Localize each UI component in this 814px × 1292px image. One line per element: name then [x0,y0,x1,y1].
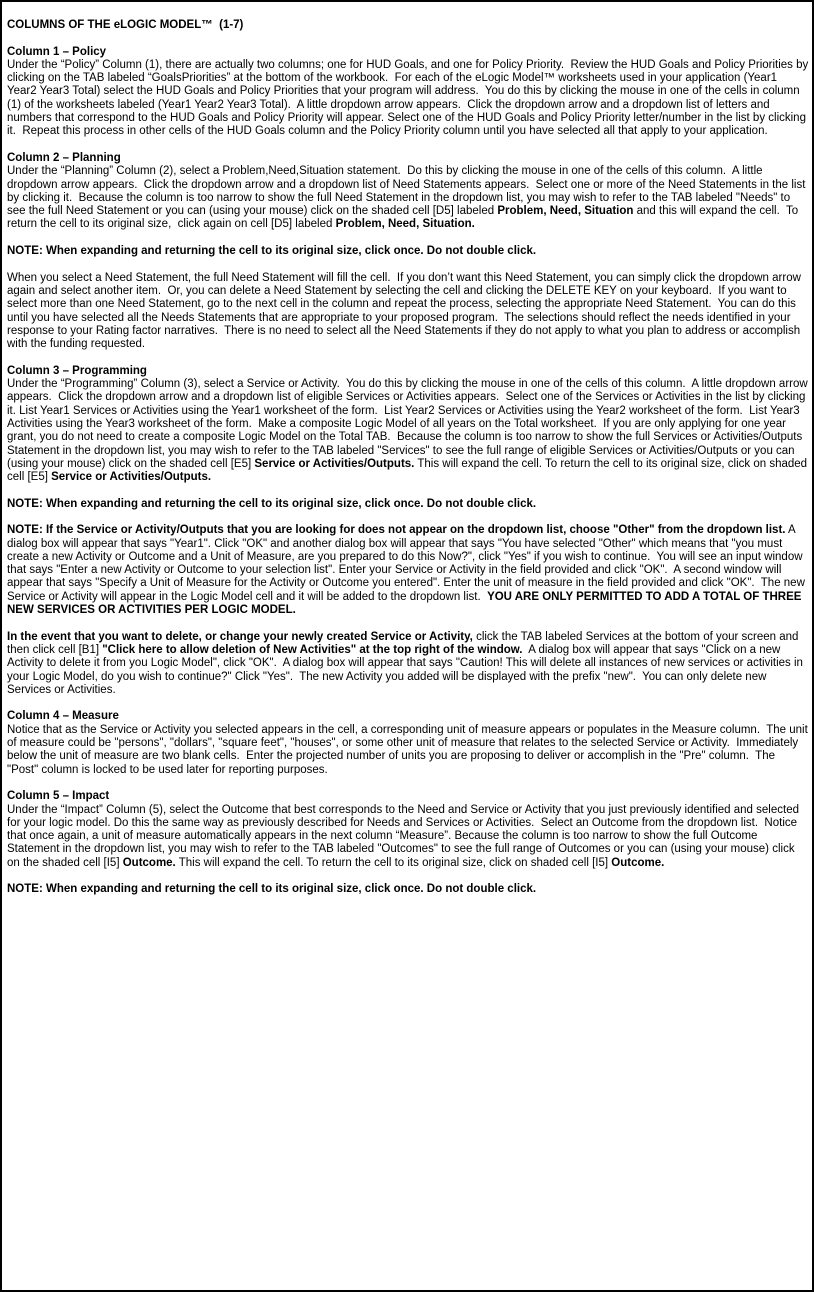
paragraph-column-4-measure: Notice that as the Service or Activity you selected appears in the cell, a corresponding unit of measure appears or populates in the Measure column. The unit of measure could be "persons", "dollars", "square feet", "houses", or some other unit of measure that relates to the selected Service or Activity. Immediately below the unit of measure are two blank cells. Enter the projected number of units you are proposing to deliver or accomplish in the "Pre" column. The "Post" column is locked to be used later for reporting purposes. [7,723,811,776]
heading-column-4-measure: Column 4 – Measure [7,710,119,723]
note-other-option: NOTE: If the Service or Activity/Outputs that you are looking for does not appear on the dropdown list, choose "Other" from the dropdown list. A dialog box will appear that says "Year1". Click "OK" and another dialog box will appear that says "You have selected "Other" which means that "you must create a new Activity or Outcome and a Unit of Measure, are you prepared to do this Now?", click "Yes" if you wish to continue. You will see an input window that says "Enter a new Activity or Outcome to your selection list". Enter your Service or Activity in the field provided and click "OK". A second window will appear that says "Specify a Unit of Measure for the Activity or Outcome you entered". Enter the unit of measure in the field provided and click "OK". The new Service or Activity will appear in the Logic Model cell and it will be added to the dropdown list. YOU ARE ONLY PERMITTED TO ADD A TOTAL OF THREE NEW SERVICES OR ACTIVITIES PER LOGIC MODEL. [7,524,809,617]
paragraph-column-3-programming: Under the “Programming” Column (3), select a Service or Activity. You do this by clicking the mouse in one of the cells of this column. A little dropdown arrow appears. Click the dropdown arrow and a dropdown list of eligible Services or Activities appears. Select one of the Services or Activities in the list by clicking it. List Year1 Services or Activities using the Year1 worksheet of the form. List Year2 Services or Activities using the Year2 worksheet of the form. List Year3 Activities using the Year3 worksheet of the form. Make a composite Logic Model of all years on the Total worksheet. If you are only applying for one year grant, you do not need to create a composite Logic Model on the Total TAB. Because the column is too narrow to show the full Services or Activities/Outputs Statement in the dropdown list, you may wish to refer to the TAB labeled "Services" to see the full range of eligible Services or Activities/Outputs or you can (using your mouse) click on the shaded cell [E5] Service or Activities/Outputs. This will expand the cell. To return the cell to its original size, click on shaded cell [E5] Service or Activities/Outputs. [7,378,811,484]
heading-column-3-programming: Column 3 – Programming [7,364,147,377]
paragraph-column-2-planning: Under the “Planning” Column (2), select a Problem,Need,Situation statement. Do this by clicking the mouse in one of the cells of this column. A little dropdown arrow appears. Click the dropdown arrow and a dropdown list of Need Statements appears. Select one or more of the Need Statements in the list by clicking it. Because the column is too narrow to show the full Need Statement in the dropdown list, you may wish to refer to the TAB labeled "Needs" to see the full Need Statement or you can (using your mouse) click on the shaded cell [D5] labeled Problem, Need, Situation and this will expand the cell. To return the cell to its original size, click again on cell [D5] labeled Problem, Need, Situation. [7,165,809,231]
note-expand-return-2: NOTE: When expanding and returning the cell to its original size, click once. Do not double click. [7,497,537,510]
note-expand-return-3: NOTE: When expanding and returning the cell to its original size, click once. Do not double click. [7,883,537,896]
paragraph-delete-new-activities: In the event that you want to delete, or change your newly created Service or Activity, click the TAB labeled Services at the bottom of your screen and then click cell [B1] "Click here to allow deletion of New Activities" at the top right of the window. A dialog box will appear that says "Click on a new Activity to delete it from you Logic Model", click "OK". A dialog box will appear that says "Caution! This will delete all instances of new services or activities in your Logic Model, do you wish to continue?" Click "Yes". The new Activity you added will be displayed with the prefix "new". You can only delete new Services or Activities. [7,630,807,696]
note-expand-return-1: NOTE: When expanding and returning the cell to its original size, click once. Do not double click. [7,245,537,258]
heading-column-2-planning: Column 2 – Planning [7,151,121,164]
heading-column-1-policy: Column 1 – Policy [7,45,107,58]
paragraph-need-statement-selection: When you select a Need Statement, the full Need Statement will fill the cell. If you don’t want this Need Statement, you can simply click the dropdown arrow again and select another item. Or, you can delete a Need Statement by selecting the cell and clicking the DELETE KEY on your keyboard. If you want to select more than one Need Statement, go to the next cell in the column and repeat the process, selecting the appropriate Need Statement. You can do this until you have selected all the Needs Statements that are appropriate to your proposed program. The selections should reflect the needs identified in your response to your Rating factor narratives. There is no need to select all the Need Statements if they do not apply to what you plan to address or accomplish with the funding requested. [7,271,805,351]
document-title: COLUMNS OF THE eLOGIC MODEL™ (1-7) [7,19,244,31]
paragraph-column-5-impact: Under the “Impact” Column (5), select the Outcome that best corresponds to the Need and Service or Activity that you just previously identified and selected for your logic model. Do this the same way as previously described for Needs and Services or Activities. Select an Outcome from the dropdown list. Notice that once again, a unit of measure automatically appears in the next column “Measure”. Because the column is too narrow to show the full Outcome Statement in the dropdown list, you may wish to refer to the TAB labeled "Outcomes" to see the full range of Outcomes or you can (using your mouse) click on the shaded cell [I5] Outcome. This will expand the cell. To return the cell to its original size, click on shaded cell [I5] Outcome. [7,803,803,869]
paragraph-column-1-policy: Under the “Policy” Column (1), there are actually two columns; one for HUD Goals, and one for Policy Priority. Review the HUD Goals and Policy Priorities by clicking on the TAB labeled “GoalsPriorities” at the bottom of the workbook. For each of the eLogic Model™ worksheets used in your application (Year1 Year2 Year3 Total) select the HUD Goals and Policy Priorities that your program will address. You do this by clicking the mouse in one of the cells in column (1) of the worksheets labeled (Year1 Year2 Year3 Total). A little dropdown arrow appears. Click the dropdown arrow and a dropdown list of letters and numbers that correspond to the HUD Goals and Policy Priority will appear. Select one of the HUD Goals and Policy Priority letter/number in the list by clicking it. Repeat this process in other cells of the HUD Goals column and the Policy Priority column until you have selected all that apply to your application. [7,58,812,138]
heading-column-5-impact: Column 5 – Impact [7,790,110,803]
